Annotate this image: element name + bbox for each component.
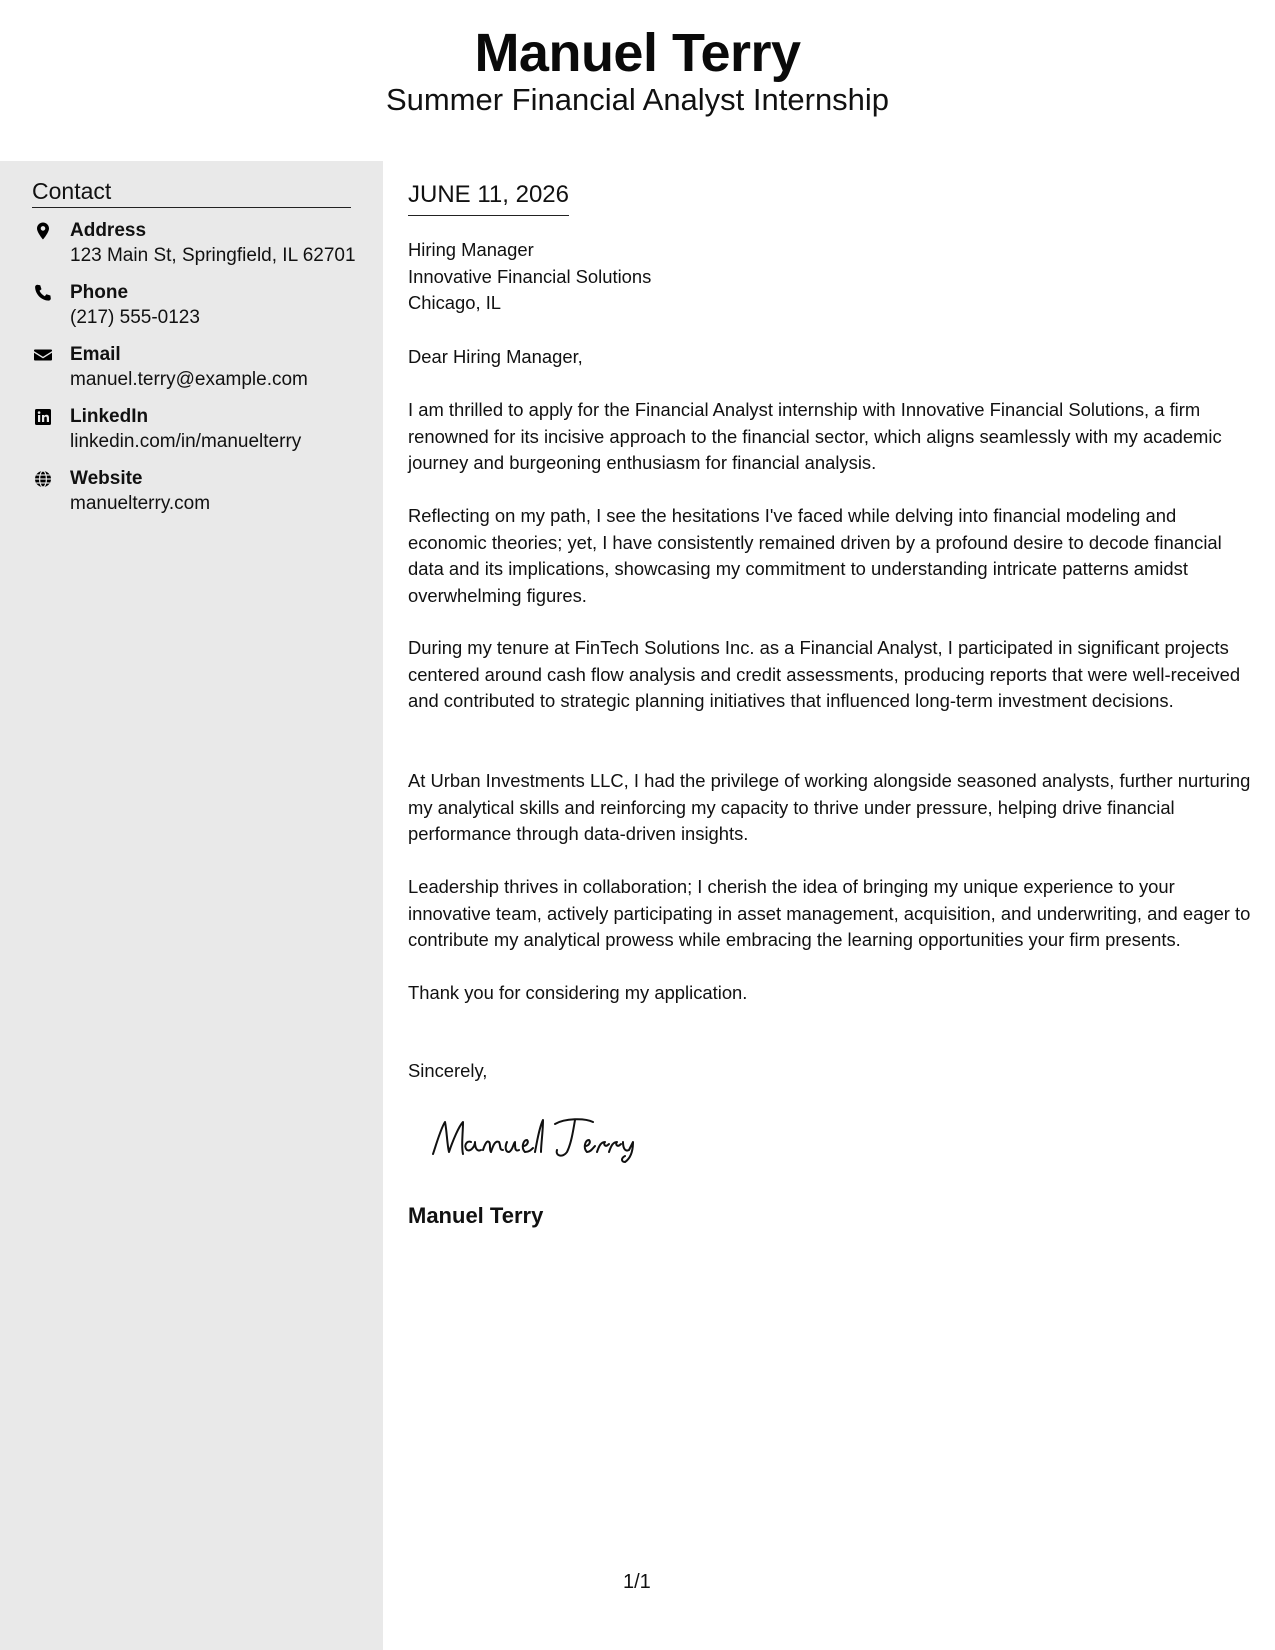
salutation: Dear Hiring Manager, [408,346,583,367]
contact-label: LinkedIn [70,406,149,427]
header [0,0,1275,160]
map-pin-icon [32,220,54,242]
letter-paragraph: Leadership thrives in collaboration; I cherish the idea of bringing my unique experience to your innovative team, actively participating in asset management, acquisition, and underwriting, and eager to contribute my analytical prowess while embracing the learning opportunities your firm presents. [408,876,1251,950]
recipient-line: Innovative Financial Solutions [408,265,652,287]
recipient-block [408,237,1253,317]
letter-paragraph: During my tenure at FinTech Solutions Inc. as a Financial Analyst, I participated in significant projects centered around cash flow analysis and credit assessments, producing reports that were well-received and contributed to strategic planning initiatives that influenced long-term investment decisions. [408,637,1241,711]
letter-paragraph: Thank you for considering my application. [408,982,748,1003]
envelope-icon [32,344,54,366]
signature-image [425,1112,655,1164]
closing: Sincerely, [408,1060,488,1081]
contact-item-phone [32,280,362,334]
recipient-line: Hiring Manager [408,239,534,260]
letter-paragraph: Reflecting on my path, I see the hesitations I've faced while delving into financial modeling and economic theories; yet, I have consistently remained driven by a profound desire to decode financial data and its implications, showcasing my commitment to understanding intricate patterns amidst overwhelming figures. [408,505,1222,606]
contact-value: linkedin.com/in/manuelterry [70,431,302,452]
contact-label: Email [70,344,121,365]
contact-item-email [32,342,362,396]
contact-value: (217) 555-0123 [70,307,200,328]
contact-item-website [32,466,362,520]
contact-heading: Contact [32,176,351,208]
contact-label: Address [70,220,147,241]
contact-item-linkedin [32,404,362,458]
contact-item-address [32,218,362,272]
position-title: Summer Financial Analyst Internship [385,82,890,117]
letter-date: JUNE 11, 2026 [408,179,569,216]
letter-paragraph: At Urban Investments LLC, I had the privilege of working alongside seasoned analysts, further nurturing my analytical skills and reinforcing my capacity to thrive under pressure, helping drive financial performance through data-driven insights. [408,770,1251,844]
contact-value: manuel.terry@example.com [70,369,308,390]
applicant-name: Manuel Terry [474,23,801,83]
contact-value: 123 Main St, Springfield, IL 62701 [70,245,356,266]
linkedin-icon [32,406,54,428]
page-number: 1/1 [623,1571,651,1593]
recipient-line: Chicago, IL [408,292,502,313]
contact-label: Website [70,468,143,489]
signer-name: Manuel Terry [408,1203,544,1228]
phone-icon [32,282,54,304]
contact-value: manuelterry.com [70,493,211,514]
globe-icon [32,468,54,490]
letter-paragraph: I am thrilled to apply for the Financial Analyst internship with Innovative Financial Solutions, a firm renowned for its incisive approach to the financial sector, which aligns seamlessly with my academic journey and burgeoning enthusiasm for financial analysis. [408,399,1222,473]
contact-label: Phone [70,282,129,303]
